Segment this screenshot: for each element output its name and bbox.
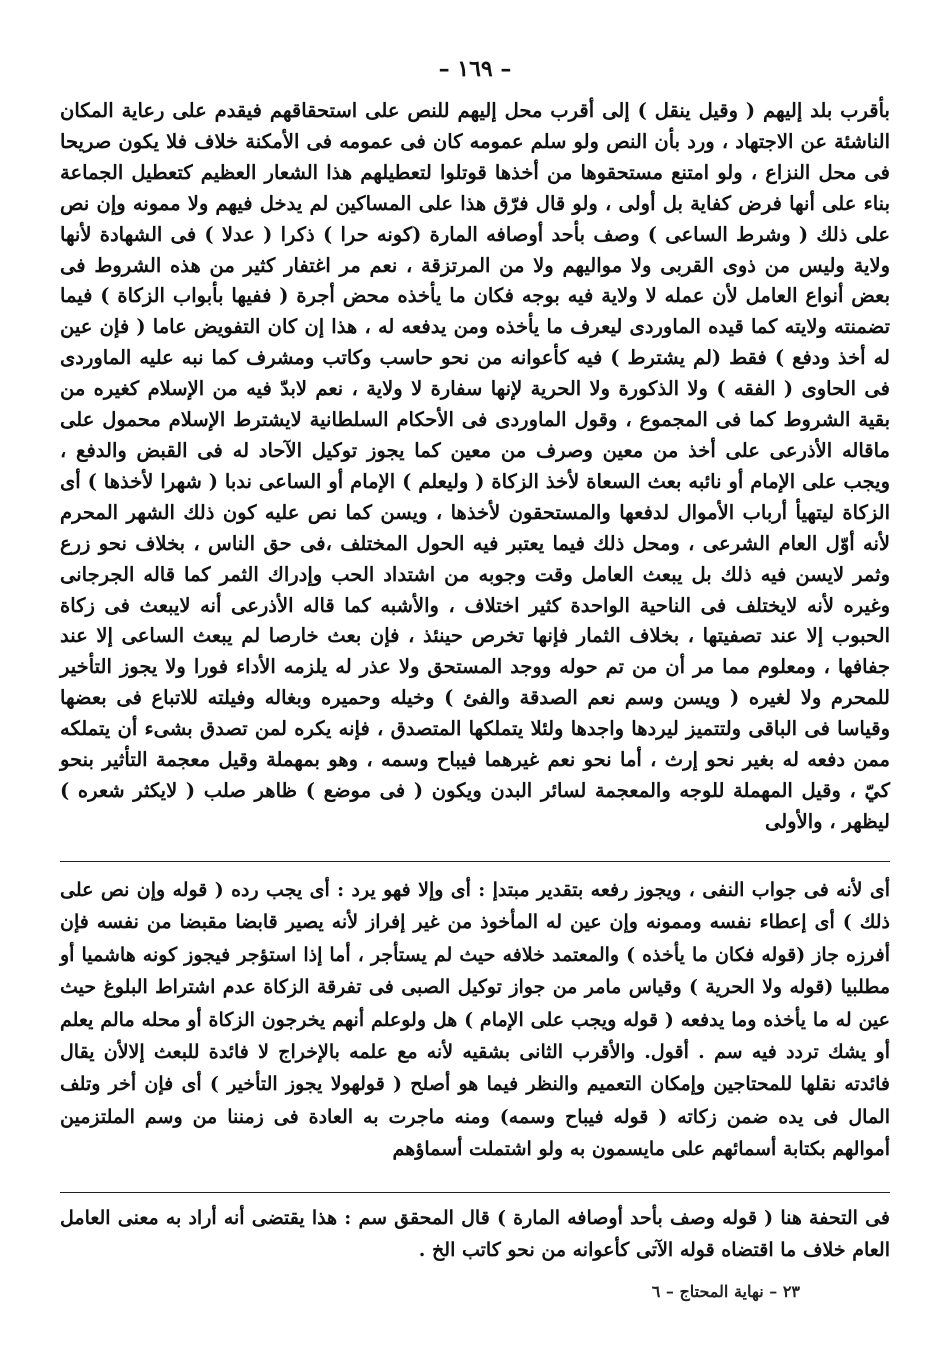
commentary-block xyxy=(60,874,890,1166)
printer-signature: ٢٣ – نهاية المحتاج – ٦ xyxy=(651,1282,800,1301)
tuhfa-paragraph: فى التحفة هنا ( قوله وصف بأحد أوصافه المارة ) قال المحقق سم : هذا يقتضى أنه أراد به معنى العامل العام خلاف ما اقتضاه قوله الآتى كأعوانه من نحو كاتب الخ . xyxy=(60,1207,890,1261)
commentary-paragraph: أى لأنه فى جواب النفى ، ويجوز رفعه بتقدير مبتدإ : أى وإلا فهو يرد : أى يجب رده ( قوله وإن نص على ذلك ) أى إعطاء نفسه وممونه وإن عين له المأخوذ من غير إفراز لأنه يصير قابضا مقبضا من نفسه فإن أفرزه جاز (قوله فكان ما يأخذه ) والمعتمد خلافه حيث لم يستأجر ، أما إذا استؤجر فيجوز كونه هاشميا أو مطلبيا (قوله ولا الحرية ) وقياس مامر من جواز توكيل الصبى فى تفرقة الزكاة عدم اشتراط البلوغ حيث عين له ما يأخذه وما يدفعه ( قوله ويجب على الإمام ) هل ولوعلم أنهم يخرجون الزكاة أو محله مالم يعلم أو يشك تردد فيه سم . أقول. والأقرب الثانى بشقيه لأنه مع علمه بالإخراج لا فائدة للبعث إلالأن يقال فائدته نقلها للمحتاجين وإمكان التعميم والنظر فيما هو أصلح ( قولهولا يجوز التأخير ) أى فإن أخر وتلف المال فى يده ضمن زكاته ( قوله فيباح وسمه) ومنه ماجرت به العادة فى زمننا من وسم الملتزمين أموالهم بكتابة أسمائهم على مايسمون به ولو اشتملت أسماؤهم xyxy=(60,879,890,1161)
tuhfa-note-block xyxy=(60,1202,890,1266)
page-number: – ١٦٩ – xyxy=(438,56,512,82)
main-text-block xyxy=(60,96,890,838)
footnote-divider xyxy=(60,861,890,862)
main-paragraph: بأقرب بلد إليهم ( وقيل ينقل ) إلى أقرب محل إليهم للنص على استحقاقهم فيقدم على رعاية المكان الناشئة عن الاجتهاد ، ورد بأن النص ولو سلم عمومه كان فى عمومه فى الأمكنة خلاف فلا يكون صريحا فى محل النزاع ، ولو امتنع مستحقوها من أخذها قوتلوا لتعطيلهم هذا الشعار العظيم كتعطيل الجماعة بناء على أنها فرض كفاية بل أولى ، ولو قال فرّق هذا على المساكين لم يدخل فيهم ولا ممونه وإن نص على ذلك ( وشرط الساعى ) وصف بأحد أوصافه المارة (كونه حرا ) ذكرا ( عدلا ) فى الشهادة لأنها ولاية وليس من ذوى القربى ولا مواليهم ولا من المرتزقة ، نعم مر اغتفار كثير من هذه الشروط فى بعض أنواع العامل لأن عمله لا ولاية فيه بوجه فكان ما يأخذه محض أجرة ( ففيها بأبواب الزكاة ) فيما تضمنته ولايته كما قيده الماوردى ليعرف ما يأخذه ومن يدفعه له ، هذا إن كان التفويض عاما ( فإن عين له أخذ ودفع ) فقط (لم يشترط ) فيه كأعوانه من نحو حاسب وكاتب ومشرف كما نبه عليه الماوردى فى الحاوى ( الفقه ) ولا الذكورة ولا الحرية لإنها سفارة لا ولاية ، نعم لابدّ فيه من الإسلام كغيره من بقية الشروط كما فى المجموع ، وقول الماوردى فى الأحكام السلطانية لايشترط الإسلام محمول على ماقاله الأذرعى على أخذ من معين وصرف من معين كما يجوز توكيل الآحاد له فى القبض والدفع ، ويجب على الإمام أو نائبه بعث السعاة لأخذ الزكاة ( وليعلم ) الإمام أو الساعى ندبا ( شهرا لأخذها ) أى الزكاة ليتهيأ أرباب الأموال لدفعها والمستحقون لأخذها ، ويسن كما نص عليه كون ذلك الشهر المحرم لأنه أوّل العام الشرعى ، ومحل ذلك فيما يعتبر فيه الحول المختلف ،فى حق الناس ، بخلاف نحو زرع وثمر لايسن فيه ذلك بل يبعث العامل وقت وجوبه من اشتداد الحب وإدراك الثمر كما قاله الجرجانى وغيره لأنه لايختلف فى الناحية الواحدة كثير اختلاف ، والأشبه كما قاله الأذرعى أنه لايبعث فى زكاة الحبوب إلا عند تصفيتها ، بخلاف الثمار فإنها تخرص حينئذ ، فإن بعث خارصا لم يبعث الساعى إلا عند جفافها ، ومعلوم مما مر أن من تم حوله ووجد المستحق ولا عذر له يلزمه الأداء فورا ولا يجوز التأخير للمحرم ولا لغيره ( ويسن وسم نعم الصدقة والفئ ) وخيله وحميره وبغاله وفيلته للاتباع فى بعضها وقياسا فى الباقى ولتتميز ليردها واجدها ولئلا يتملكها المتصدق ، فإنه يكره لمن تصدق بشىء أن يتملكه ممن دفعه له بغير نحو إرث ، أما نحو نعم غيرهما فيباح وسمه ، وهو بمهملة وقيل معجمة التأثير بنحو كيّ ، وقيل المهملة للوجه والمعجمة لسائر البدن ويكون ( فى موضع ) ظاهر صلب ( لايكثر شعره ) ليظهر ، والأولى xyxy=(60,99,890,833)
second-divider xyxy=(60,1192,890,1193)
